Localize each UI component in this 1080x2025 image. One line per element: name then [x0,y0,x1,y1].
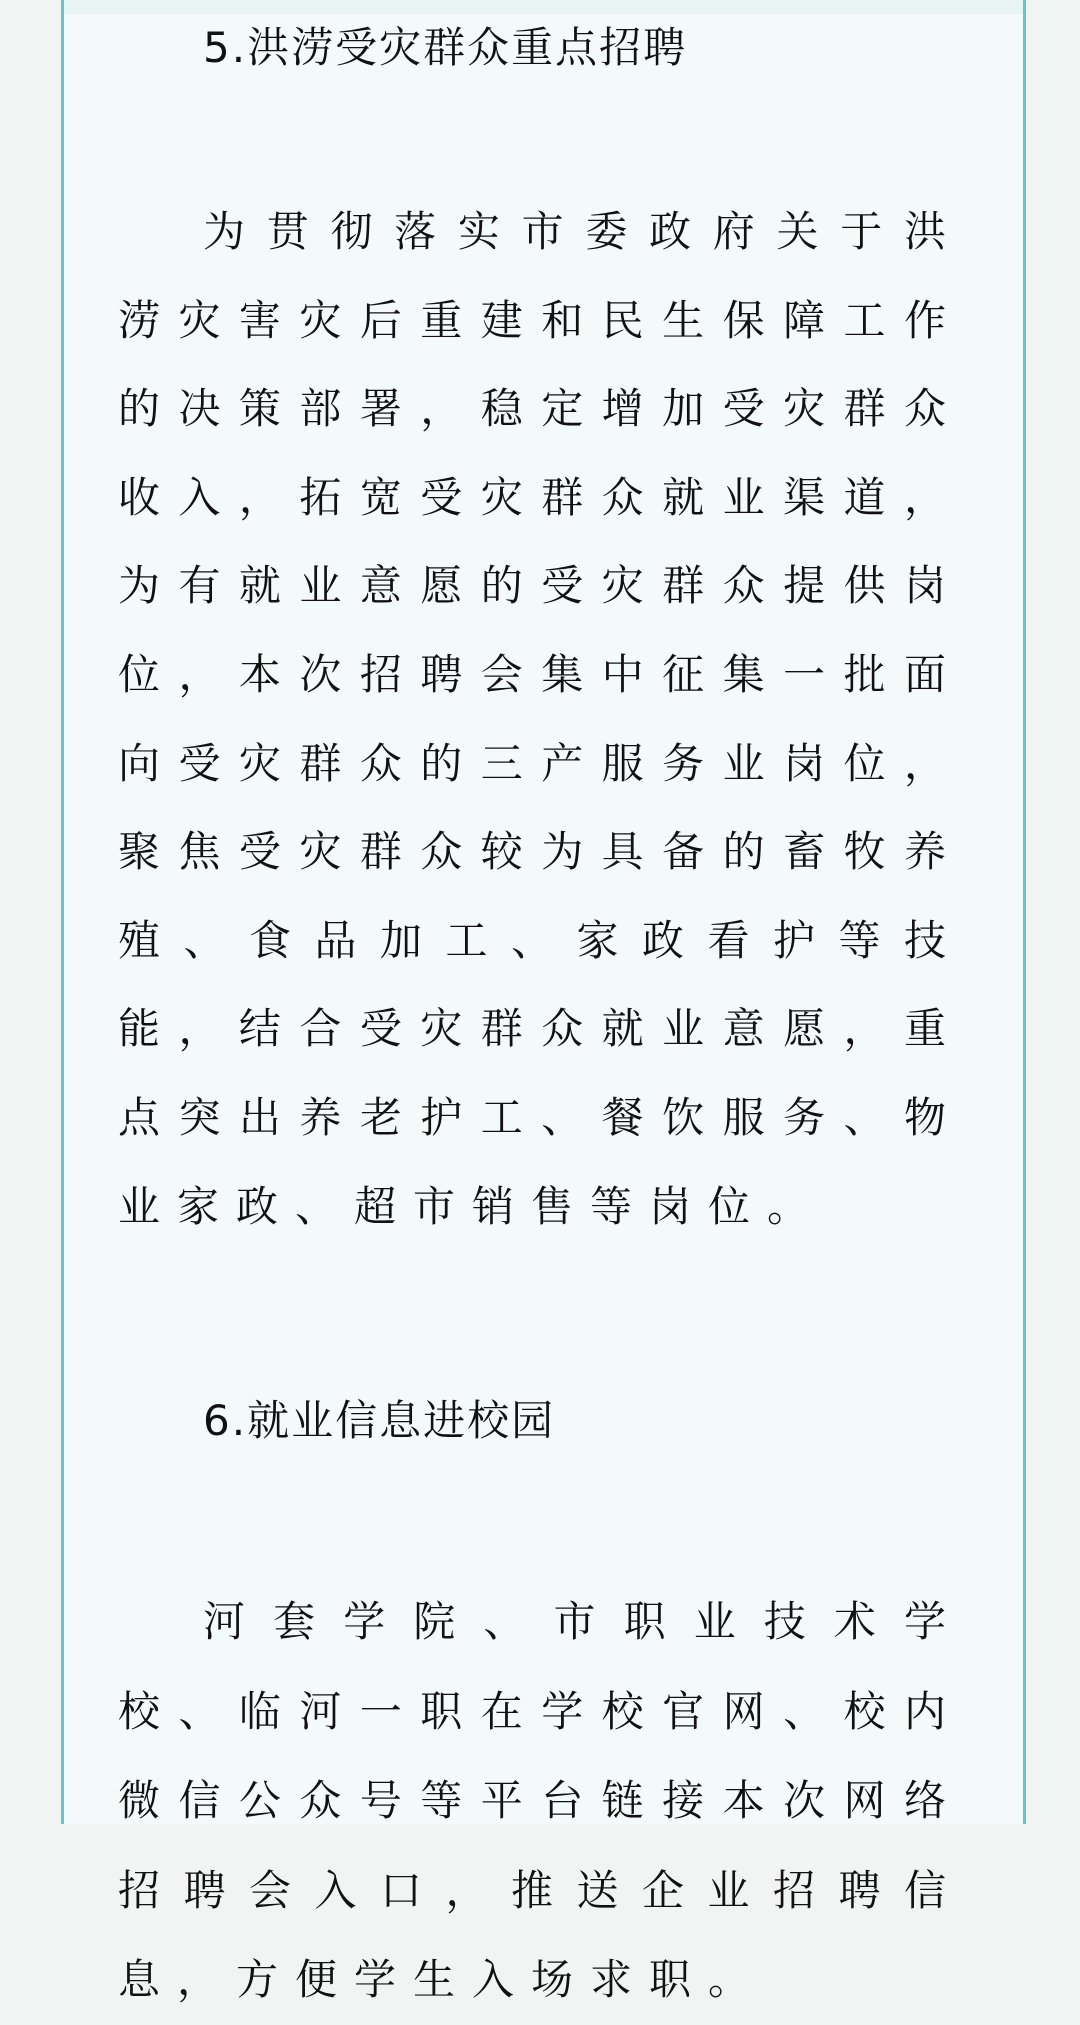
section-6-paragraph: 河套学院、市职业技术学校、临河一职在学校官网、校内微信公众号等平台链接本次网络招聘会入口，推送企业招聘信息，方便学生入场求职。 [118,1597,963,2005]
section-5-heading: 5.洪涝受灾群众重点招聘 [203,23,688,72]
article-card [61,0,1026,2005]
article-content [118,18,963,2025]
section-5-spacing [118,78,963,188]
section-5-paragraph: 为贯彻落实市委政府关于洪涝灾害灾后重建和民生保障工作的决策部署，稳定增加受灾群众收入，拓宽受灾群众就业渠道，为有就业意愿的受灾群众提供岗位，本次招聘会集中征集一批面向受灾群众的三产服务业岗位，聚焦受灾群众较为具备的畜牧养殖、食品加工、家政看护等技能，结合受灾群众就业意愿，重点突出养老护工、餐饮服务、物业家政、超市销售等岗位。 [118,207,963,1231]
section-divider-spacing [118,1251,963,1391]
section-6-spacing [118,1451,963,1577]
top-strip [64,0,1023,14]
section-6-heading: 6.就业信息进校园 [203,1396,556,1446]
